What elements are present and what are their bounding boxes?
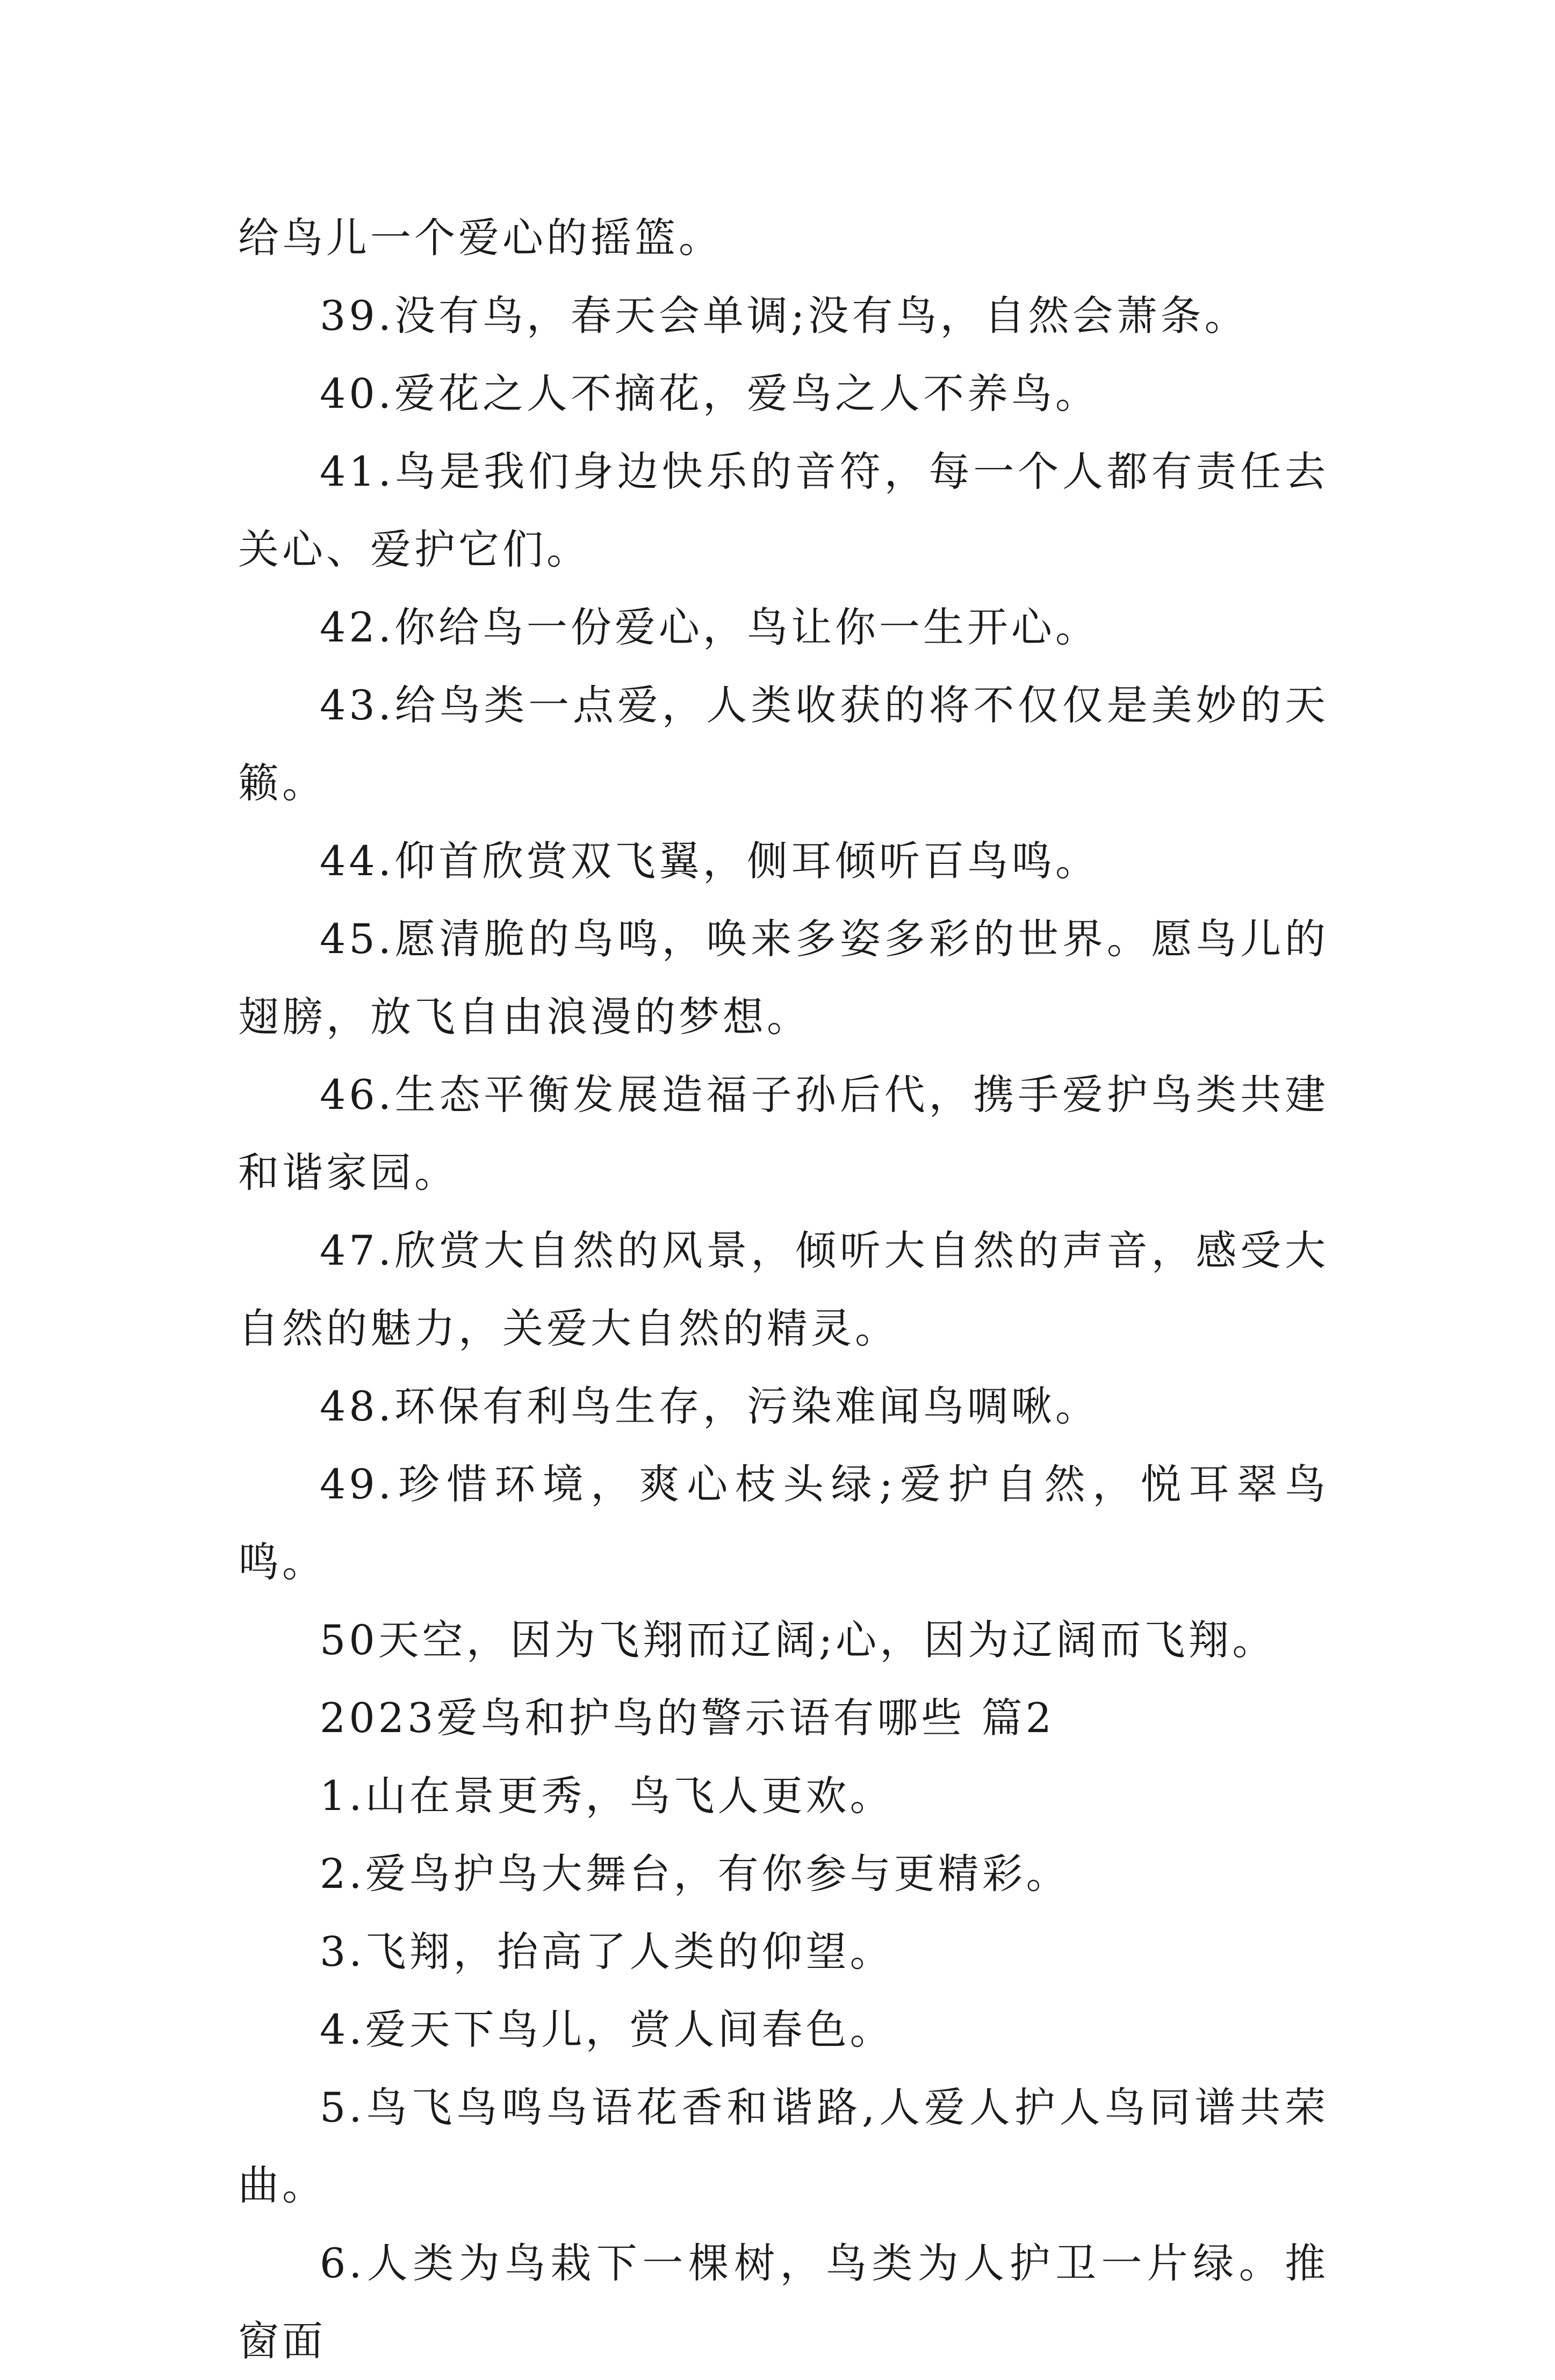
paragraph: 4.爱天下鸟儿，赏人间春色。 — [320, 2006, 894, 2053]
paragraph: 40.爱花之人不摘花，爱鸟之人不养鸟。 — [320, 370, 1099, 417]
paragraph: 1.山在景更秀，鸟飞人更欢。 — [320, 1772, 894, 1820]
section-heading: 2023爱鸟和护鸟的警示语有哪些 篇2 — [320, 1694, 1055, 1742]
paragraph: 43.给鸟类一点爱，人类收获的将不仅仅是美妙的天籁。 — [238, 681, 1329, 807]
paragraph: 45.愿清脆的鸟鸣，唤来多姿多彩的世界。愿鸟儿的翅膀，放飞自由浪漫的梦想。 — [238, 915, 1329, 1041]
paragraph: 46.生态平衡发展造福子孙后代，携手爱护鸟类共建和谐家园。 — [238, 1071, 1329, 1196]
paragraph: 5.鸟飞鸟鸣鸟语花香和谐路,人爱人护人鸟同谱共荣曲。 — [238, 2083, 1329, 2209]
paragraph: 50天空，因为飞翔而辽阔;心，因为辽阔而飞翔。 — [320, 1616, 1277, 1664]
paragraph: 48.环保有利鸟生存，污染难闻鸟啁啾。 — [320, 1382, 1099, 1430]
paragraph: 39.没有鸟，春天会单调;没有鸟，自然会萧条。 — [320, 292, 1249, 340]
paragraph: 42.你给鸟一份爱心，鸟让你一生开心。 — [320, 603, 1099, 651]
paragraph: 47.欣赏大自然的风景，倾听大自然的声音，感受大自然的魅力，关爱大自然的精灵。 — [238, 1227, 1329, 1352]
document-body — [238, 199, 1329, 2380]
paragraph: 49.珍惜环境，爽心枝头绿;爱护自然，悦耳翠鸟鸣。 — [238, 1460, 1329, 1586]
paragraph: 2.爱鸟护鸟大舞台，有你参与更精彩。 — [320, 1850, 1070, 1898]
paragraph: 44.仰首欣赏双飞翼，侧耳倾听百鸟鸣。 — [320, 837, 1099, 885]
paragraph: 给鸟儿一个爱心的摇篮。 — [238, 214, 723, 262]
paragraph: 6.人类为鸟栽下一棵树，鸟类为人护卫一片绿。推窗面 — [238, 2239, 1329, 2365]
paragraph: 3.飞翔，抬高了人类的仰望。 — [320, 1928, 894, 1975]
paragraph: 41.鸟是我们身边快乐的音符，每一个人都有责任去关心、爱护它们。 — [238, 448, 1329, 573]
